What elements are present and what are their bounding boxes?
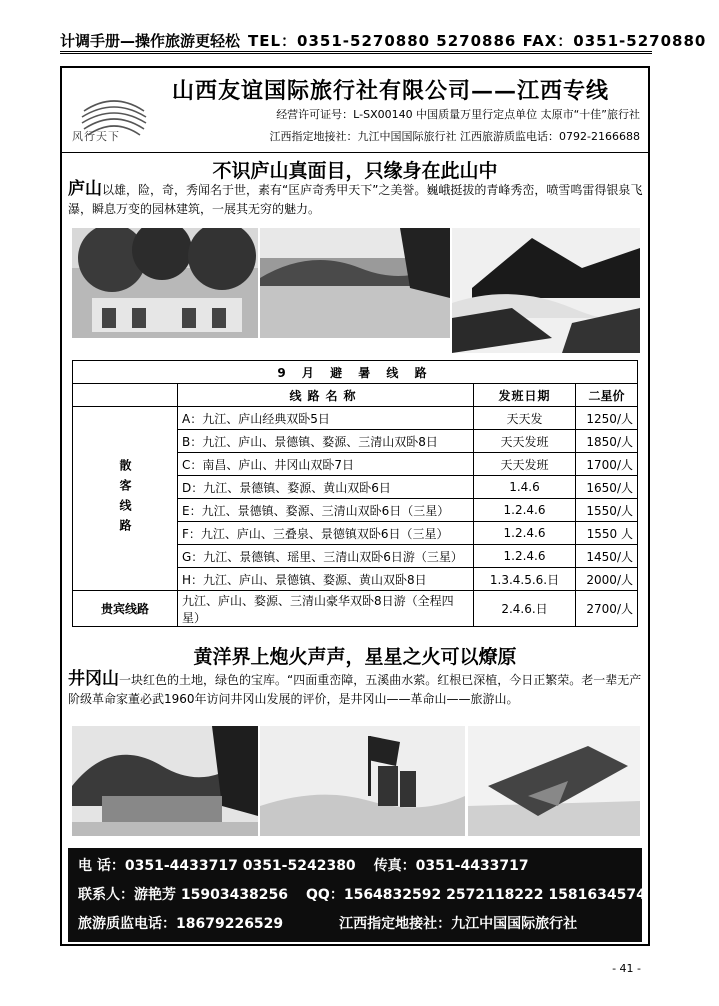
route-date: 天天发班 (474, 430, 576, 453)
route-name: C：南昌、庐山、井冈山双卧7日 (178, 453, 474, 476)
lushan-mountain-photo (452, 228, 640, 353)
lushan-headline: 不识庐山真面目，只缘身在此山中 (212, 160, 498, 182)
route-name: G：九江、景德镇、瑶里、三清山双卧6日游（三星） (178, 545, 474, 568)
footer-fax: 传真：0351-4433717 (373, 858, 529, 874)
lushan-name: 庐山 (68, 179, 102, 199)
table-title: 9 月 避 暑 线 路 (73, 361, 638, 384)
route-date: 天天发 (474, 407, 576, 430)
jinggangshan-monument-photo (72, 726, 258, 836)
jinggangshan-name: 井冈山 (68, 669, 119, 689)
table-row (73, 591, 638, 627)
footer-phone: 电 话：0351-4433717 0351-5242380 (78, 858, 356, 874)
vip-route-name: 九江、庐山、婺源、三清山豪华双卧8日游（全程四星） (178, 591, 474, 627)
route-price: 1250/人 (576, 407, 638, 430)
route-price: 2000/人 (576, 568, 638, 591)
route-name: E：九江、景德镇、婺源、三清山双卧6日（三星） (178, 499, 474, 522)
jinggangshan-statue-photo (260, 726, 465, 836)
top-contact: TEL：0351-5270880 5270886 FAX：0351-5270880 (248, 32, 707, 50)
header-route-name: 线路名称 (178, 384, 474, 407)
route-name: H：九江、庐山、景德镇、婺源、黄山双卧8日 (178, 568, 474, 591)
branch-line: 江西指定地接社：九江中国国际旅行社 江西旅游质监电话：0792-2166688 (269, 130, 640, 143)
route-date: 1.2.4.6 (474, 545, 576, 568)
license-line: 经营许可证号：L-SX00140 中国质量万里行定点单位 太原市“十佳”旅行社 (276, 108, 640, 121)
group-label-vip: 贵宾线路 (73, 591, 178, 627)
top-banner (60, 30, 707, 54)
slogan: 计调手册—操作旅游更轻松 (60, 32, 241, 50)
table-row (73, 407, 638, 430)
route-name: D：九江、景德镇、婺源、黄山双卧6日 (178, 476, 474, 499)
route-date: 天天发班 (474, 453, 576, 476)
route-price: 1450/人 (576, 545, 638, 568)
footer-qq: QQ：1564832592 2572118222 1581634574 (306, 887, 646, 903)
jinggangshan-description: 一块红色的土地，绿色的宝库。“四面重峦障，五溪曲水萦。红根已深植，今日正繁荣。老一辈无产阶级革命家董必武1960年访问井冈山发展的评价，是井冈山——革命山——旅游山。 (68, 673, 642, 706)
routes-table (72, 360, 638, 627)
route-date: 1.4.6 (474, 476, 576, 499)
route-date: 1.3.4.5.6.日 (474, 568, 576, 591)
lushan-description: 以雄，险，奇，秀闻名于世，素有“匡庐奇秀甲天下”之美誉。巍峨挺拔的青峰秀峦，喷雪鸣雷得银泉飞瀑，瞬息万变的园林建筑，一展其无穷的魅力。 (68, 183, 643, 216)
company-header (62, 68, 648, 152)
header-date: 发班日期 (474, 384, 576, 407)
route-name: F：九江、庐山、三叠泉、景德镇双卧6日（三星） (178, 522, 474, 545)
company-name: 山西友谊国际旅行社有限公司——江西专线 (172, 78, 610, 104)
jinggangshan-sculpture-photo (468, 726, 640, 836)
footer-local-agency: 江西指定地接社：九江中国国际旅行社 (339, 916, 578, 932)
footer-contact-person: 联系人：游艳芳 15903438256 (78, 887, 289, 903)
lushan-lake-photo (260, 228, 450, 338)
route-price: 1550 人 (576, 522, 638, 545)
route-price: 1850/人 (576, 430, 638, 453)
lushan-villa-photo (72, 228, 258, 338)
vip-route-price: 2700/人 (576, 591, 638, 627)
vip-route-date: 2.4.6.日 (474, 591, 576, 627)
contact-footer (68, 848, 646, 942)
divider (62, 152, 648, 153)
logo-text: 风行天下 (72, 130, 120, 143)
route-price: 1650/人 (576, 476, 638, 499)
route-date: 1.2.4.6 (474, 499, 576, 522)
group-label-sanke: 散客线路 (73, 407, 178, 591)
route-name: B：九江、庐山、景德镇、婺源、三清山双卧8日 (178, 430, 474, 453)
header-price: 二星价 (576, 384, 638, 407)
route-name: A：九江、庐山经典双卧5日 (178, 407, 474, 430)
footer-supervision-phone: 旅游质监电话：18679226529 (78, 916, 284, 932)
route-price: 1700/人 (576, 453, 638, 476)
route-date: 1.2.4.6 (474, 522, 576, 545)
ad-frame (60, 66, 650, 946)
jinggangshan-intro (68, 670, 644, 709)
jinggangshan-headline: 黄洋界上炮火声声，星星之火可以燎原 (193, 646, 517, 668)
page-number: - 41 - (612, 962, 641, 975)
route-price: 1550/人 (576, 499, 638, 522)
lushan-intro (68, 180, 644, 219)
